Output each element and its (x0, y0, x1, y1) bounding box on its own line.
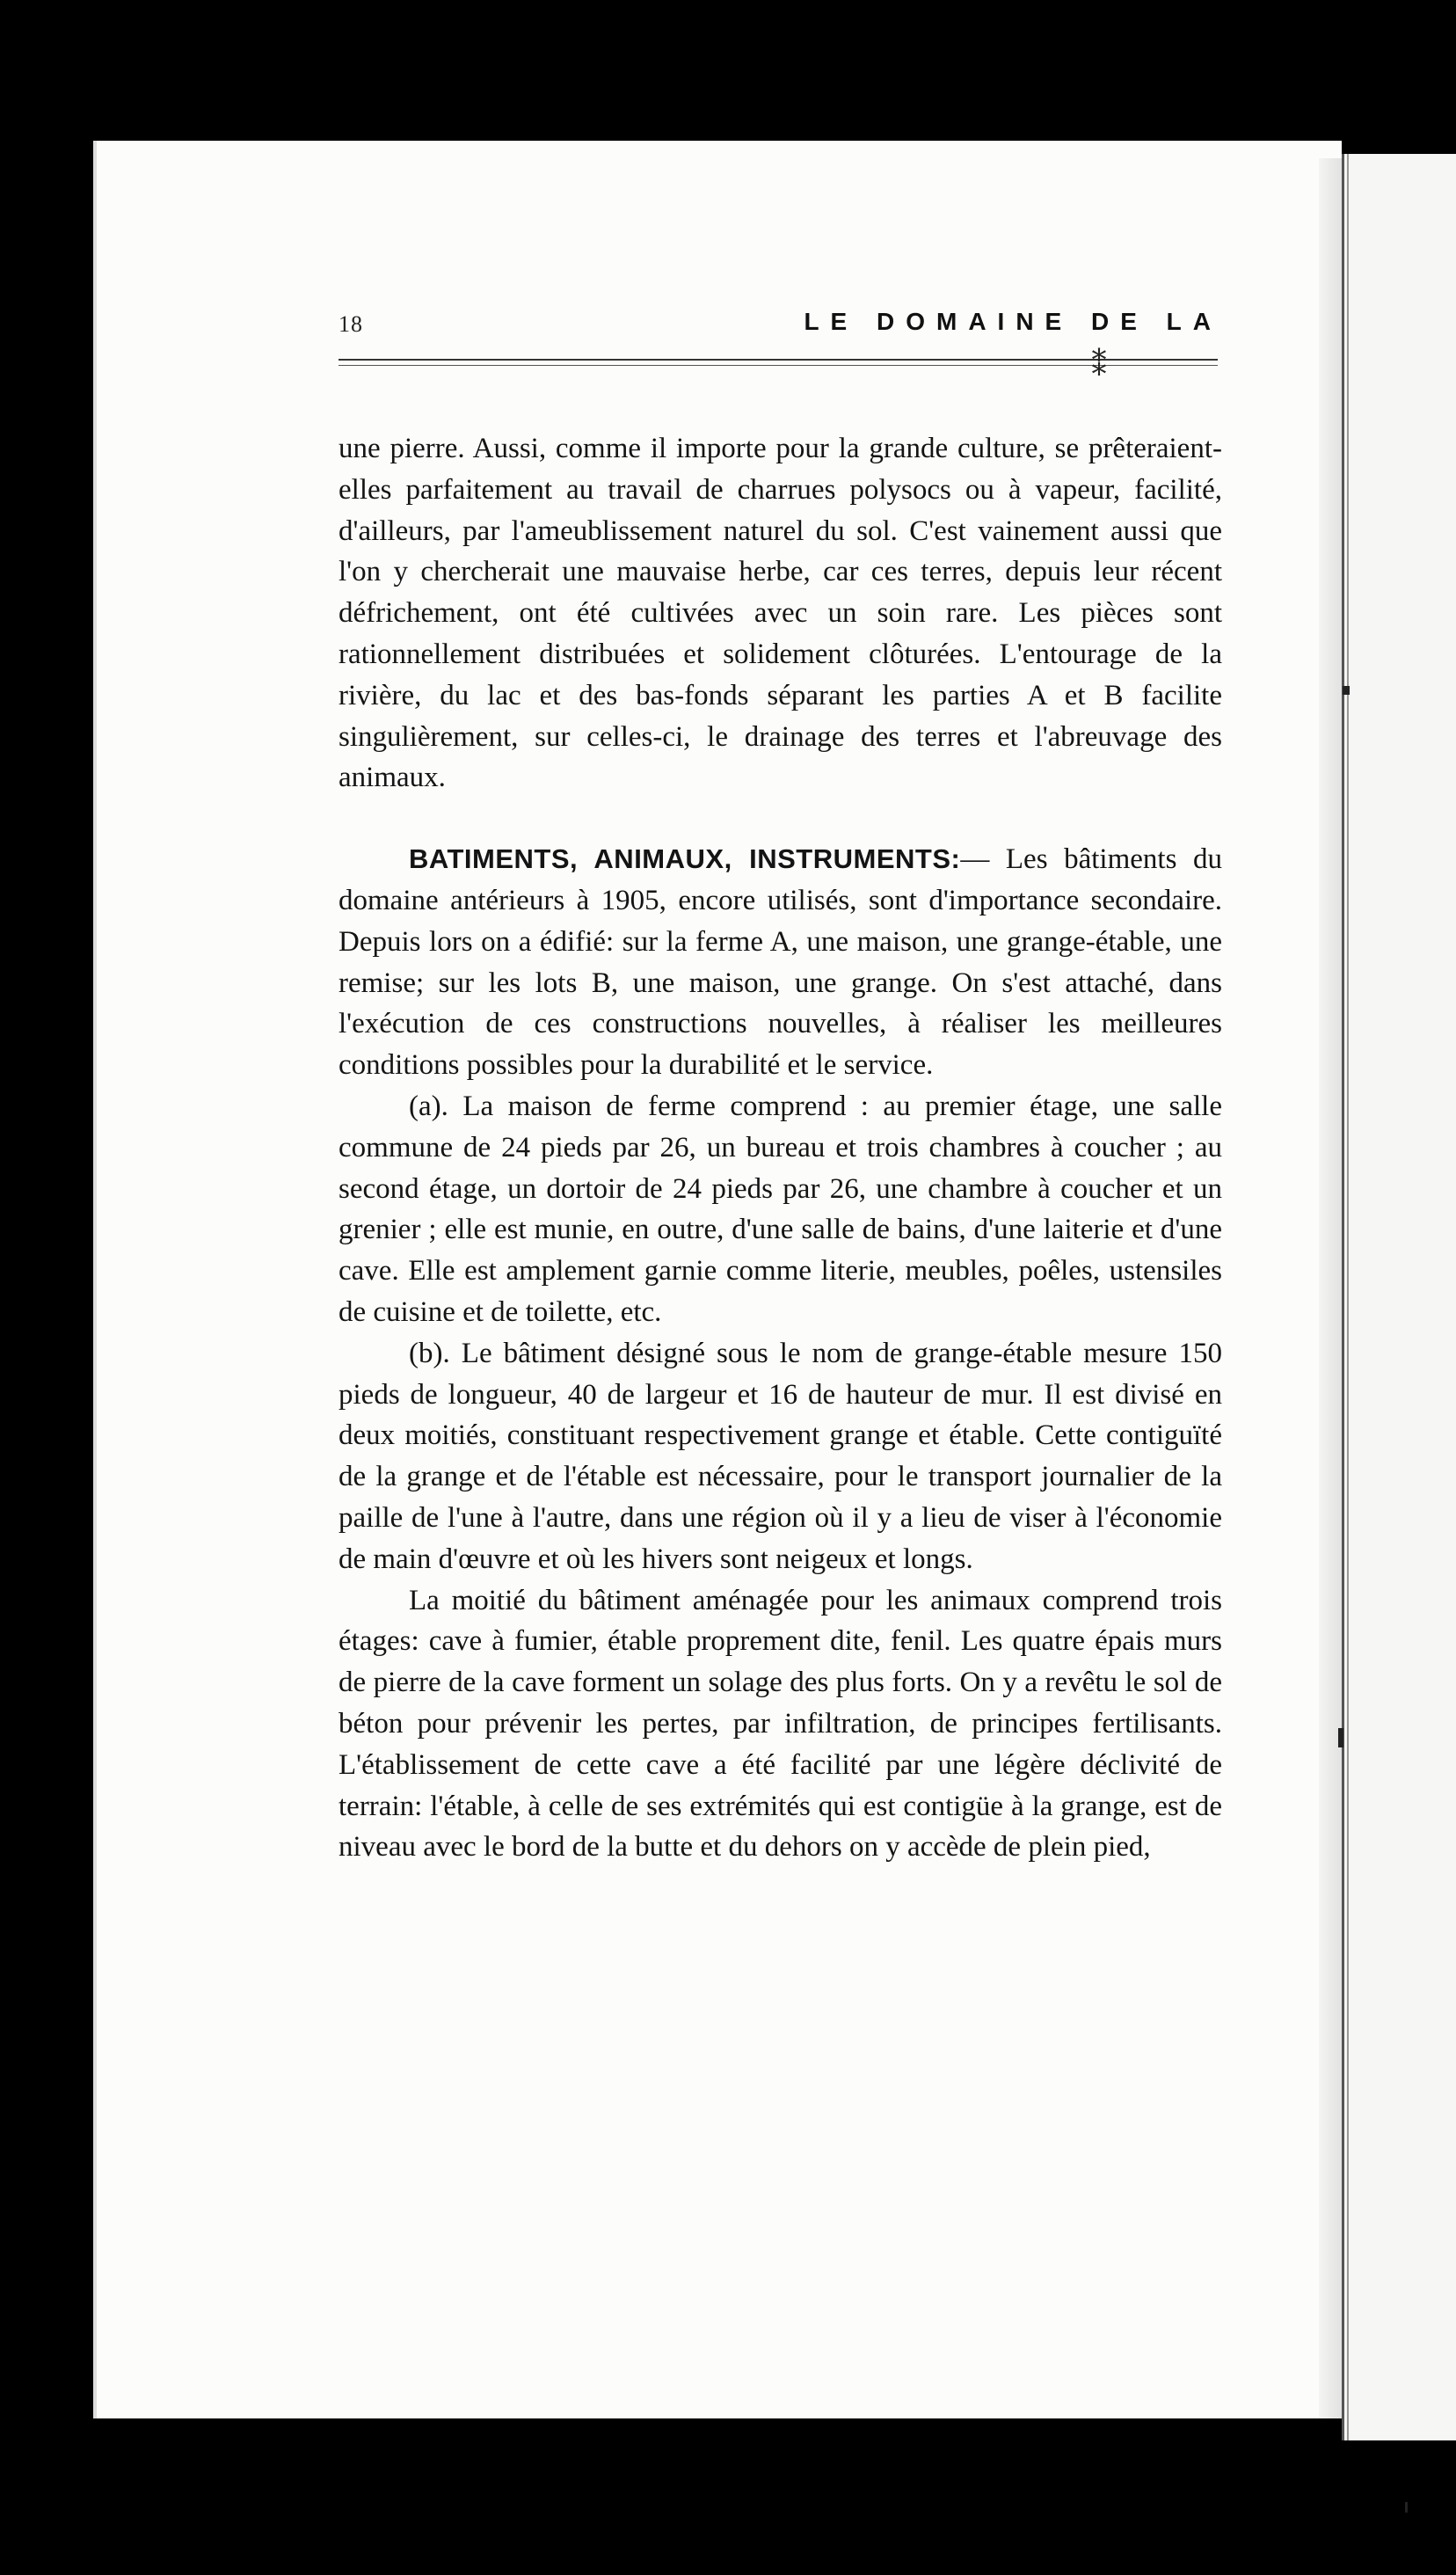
facing-page-edge (1342, 154, 1456, 2440)
ornament-icon: ⁑ (1091, 350, 1107, 383)
paragraph-stable: La moitié du bâtiment aménagée pour les animaux comprend trois étages: cave à fumier, étable proprement dite, fenil. Les quatre épais murs de pierre de la cave forment un solage des plus forts. On y a revêtu le sol de béton pour prévenir les pertes, par infiltration, de principes fertilisants. L'établissement de cette cave a été facilité par une légère déclivité de terrain: l'étable, à celle de ses extrémités qui est contigüe à la grange, est de niveau avec le bord de la butte et du dehors on y accède de plein pied, (339, 1584, 1222, 1864)
page-edge-left (93, 141, 97, 2418)
body-text (339, 428, 1222, 1868)
running-head-title: LE DOMAINE DE LA (804, 308, 1222, 335)
page-gutter-shadow (1319, 158, 1342, 2418)
scan-speck (1338, 1728, 1343, 1747)
facing-page-edge-line (1347, 154, 1349, 2440)
section-spacer (339, 799, 1222, 839)
paragraph-buildings (339, 839, 1222, 1086)
header-rule (339, 359, 1218, 366)
paragraph-farmhouse: (a). La maison de ferme comprend : au premier étage, une salle commune de 24 pieds par 26, un bureau et trois chambres à coucher ; au second étage, un dortoir de 24 pieds par 26, une chambre à coucher et un grenier ; elle est munie, en outre, d'une salle de bains, d'une laiterie et d'une cave. Elle est amplement garnie comme literie, meubles, poêles, ustensiles de cuisine et de toilette, etc. (339, 1090, 1222, 1328)
paragraph-soil: une pierre. Aussi, comme il importe pour la grande culture, se prêteraient-elles parfaitement au travail de charrues polysocs ou à vapeur, facilité, d'ailleurs, par l'ameublissement naturel du sol. C'est vainement aussi que l'on y chercherait une mauvaise herbe, car ces terres, depuis leur récent défrichement, ont été cultivées avec un soin rare. Les pièces sont rationnellement distribuées et solidement clôturées. L'entourage de la rivière, du lac et des bas-fonds séparant les parties A et B facilite singulièrement, sur celles-ci, le drainage des terres et l'abreuvage des animaux. (339, 433, 1222, 794)
section-heading: BATIMENTS, ANIMAUX, INSTRUMENTS: (409, 843, 961, 875)
running-head (339, 308, 1222, 343)
page-number: 18 (339, 311, 363, 337)
paragraph-barn: (b). Le bâtiment désigné sous le nom de grange-étable mesure 150 pieds de longueur, 40 de largeur et 16 de hauteur de mur. Il est divisé en deux moitiés, constituant respectivement grange et étable. Cette contiguïté de la grange et de l'étable est nécessaire, pour le transport journalier de la paille de l'une à l'autre, dans une région où il y a lieu de viser à l'économie de main d'œuvre et où les hivers sont neigeux et longs. (339, 1337, 1222, 1575)
scan-speck (1405, 2502, 1408, 2513)
paragraph-buildings-body: — Les bâtiments du domaine antérieurs à 1905, encore utilisés, sont d'importance secondaire. Depuis lors on a édifié: sur la ferme A, une maison, une grange-étable, une remise; sur les lots B, une maison, une grange. On s'est attaché, dans l'exécution de ces constructions nouvelles, à réaliser les meilleures conditions possibles pour la durabilité et le service. (339, 843, 1222, 1082)
scan-speck (1343, 686, 1350, 695)
